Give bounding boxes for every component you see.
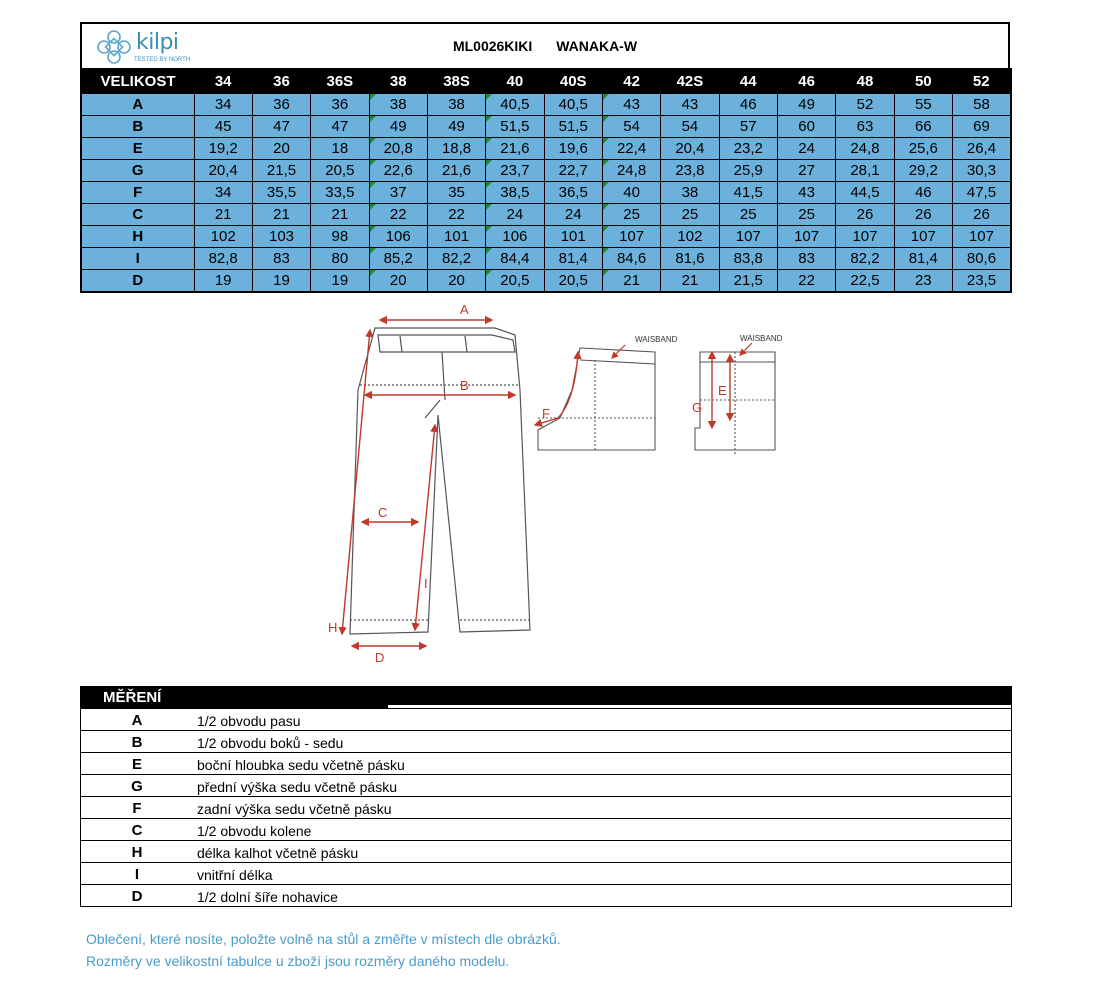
table-cell: 25,9 [719,160,777,182]
size-header-cell: 46 [777,69,835,94]
measurement-legend [80,686,1012,907]
table-cell: 66 [894,116,952,138]
table-cell: 20 [427,270,485,293]
table-cell: 20,4 [194,160,252,182]
table-cell: 107 [952,226,1011,248]
table-cell: 23,2 [719,138,777,160]
legend-title: MĚŘENÍ [103,689,162,706]
table-cell: 24 [544,204,602,226]
table-cell: 43 [777,182,835,204]
size-row-g [81,160,1011,182]
table-cell: 25 [602,204,660,226]
table-cell: 84,4 [486,248,544,270]
table-cell: 20,5 [544,270,602,293]
table-cell: 35 [427,182,485,204]
table-cell: 82,2 [427,248,485,270]
table-cell: 20,5 [486,270,544,293]
table-cell: 33,5 [311,182,369,204]
table-cell: 19,2 [194,138,252,160]
row-label: C [81,204,194,226]
legend-code: C [131,822,143,839]
measure-i-line [415,425,435,630]
table-cell: 22,4 [602,138,660,160]
legend-row [81,708,1011,730]
table-cell: 51,5 [544,116,602,138]
table-cell: 36 [311,94,369,116]
size-row-h [81,226,1011,248]
table-cell: 81,4 [894,248,952,270]
table-cell: 40 [602,182,660,204]
legend-row [81,862,1011,884]
table-cell: 98 [311,226,369,248]
table-cell: 20 [252,138,310,160]
legend-description: délka kalhot včetně pásku [197,845,359,861]
size-header-cell: 44 [719,69,777,94]
table-cell: 52 [836,94,894,116]
table-cell: 107 [836,226,894,248]
table-cell: 60 [777,116,835,138]
legend-header [81,687,1011,708]
table-cell: 21 [661,270,719,293]
size-header-cell: 38S [427,69,485,94]
legend-description: přední výška sedu včetně pásku [197,779,398,795]
size-header-cell: 50 [894,69,952,94]
table-cell: 20 [369,270,427,293]
size-row-c [81,204,1011,226]
model-code: ML0026KIKI [452,38,533,54]
label-g: G [692,400,703,415]
table-cell: 83 [252,248,310,270]
legend-code: G [131,778,143,795]
table-cell: 47 [252,116,310,138]
table-cell: 36 [252,94,310,116]
row-label: G [81,160,194,182]
table-cell: 23 [894,270,952,293]
table-cell: 35,5 [252,182,310,204]
table-cell: 106 [369,226,427,248]
table-cell: 24 [777,138,835,160]
row-label: F [81,182,194,204]
legend-row [81,796,1011,818]
size-row-b [81,116,1011,138]
table-cell: 23,5 [952,270,1011,293]
side-view-back [695,352,775,455]
label-e: E [718,383,727,398]
table-cell: 22,6 [369,160,427,182]
size-row-a [81,94,1011,116]
size-header-cell: 42S [661,69,719,94]
size-header-cell: 40S [544,69,602,94]
size-header-cell: 34 [194,69,252,94]
table-cell: 85,2 [369,248,427,270]
row-label: A [81,94,194,116]
legend-row [81,840,1011,862]
table-cell: 26 [836,204,894,226]
table-cell: 24 [486,204,544,226]
table-cell: 21 [311,204,369,226]
table-cell: 51,5 [486,116,544,138]
table-cell: 82,8 [194,248,252,270]
table-cell: 21 [602,270,660,293]
table-cell: 20,8 [369,138,427,160]
table-cell: 26 [952,204,1011,226]
table-cell: 69 [952,116,1011,138]
table-cell: 45 [194,116,252,138]
table-cell: 19 [311,270,369,293]
legend-code: D [131,888,143,905]
size-header-cell: 48 [836,69,894,94]
table-cell: 25 [719,204,777,226]
legend-row [81,752,1011,774]
pants-diagram [320,300,800,665]
table-cell: 83,8 [719,248,777,270]
table-cell: 24,8 [602,160,660,182]
table-cell: 82,2 [836,248,894,270]
table-cell: 102 [661,226,719,248]
table-cell: 18,8 [427,138,485,160]
label-i: I [424,576,428,591]
table-cell: 38 [661,182,719,204]
legend-row [81,818,1011,840]
table-cell: 102 [194,226,252,248]
table-cell: 19 [194,270,252,293]
row-label: D [81,270,194,293]
measurement-lines [342,320,515,646]
table-cell: 55 [894,94,952,116]
table-cell: 23,8 [661,160,719,182]
legend-description: 1/2 obvodu kolene [197,823,312,839]
table-cell: 22,5 [836,270,894,293]
table-cell: 38 [369,94,427,116]
table-cell: 29,2 [894,160,952,182]
size-row-e [81,138,1011,160]
table-cell: 46 [894,182,952,204]
size-row-i [81,248,1011,270]
table-cell: 24,8 [836,138,894,160]
table-cell: 21,5 [252,160,310,182]
table-cell: 27 [777,160,835,182]
table-cell: 26,4 [952,138,1011,160]
legend-description: boční hloubka sedu včetně pásku [197,757,405,773]
legend-description: zadní výška sedu včetně pásku [197,801,392,817]
legend-code: F [132,800,142,817]
legend-code: I [134,866,140,883]
size-header-row [81,69,1011,94]
table-cell: 21 [194,204,252,226]
table-cell: 20,4 [661,138,719,160]
side-view-front [538,348,655,450]
legend-description: 1/2 obvodu pasu [197,713,301,729]
table-cell: 19 [252,270,310,293]
table-cell: 40,5 [486,94,544,116]
table-cell: 30,3 [952,160,1011,182]
label-c: C [378,505,388,520]
table-cell: 36,5 [544,182,602,204]
table-cell: 101 [427,226,485,248]
row-label: E [81,138,194,160]
label-d: D [375,650,385,665]
table-cell: 80,6 [952,248,1011,270]
size-header-cell: 40 [486,69,544,94]
table-cell: 28,1 [836,160,894,182]
legend-code: B [131,734,143,751]
table-cell: 23,7 [486,160,544,182]
table-cell: 21,6 [427,160,485,182]
size-row-d [81,270,1011,293]
label-h: H [328,620,338,635]
chart-header [80,22,1010,68]
table-cell: 54 [661,116,719,138]
table-cell: 58 [952,94,1011,116]
table-cell: 21 [252,204,310,226]
table-cell: 107 [602,226,660,248]
model-name: WANAKA-W [556,38,638,54]
legend-description: 1/2 obvodu boků - sedu [197,735,344,751]
table-cell: 38 [427,94,485,116]
note-line-2: Rozměry ve velikostní tabulce u zboží jsou rozměry daného modelu. [86,953,510,969]
size-header-cell: 52 [952,69,1011,94]
table-cell: 49 [369,116,427,138]
legend-code: A [131,712,143,729]
legend-code: E [131,756,142,773]
table-cell: 22 [369,204,427,226]
table-cell: 21,6 [486,138,544,160]
waistband-label-2: WAISBAND [740,334,783,343]
size-header-cell: 38 [369,69,427,94]
brand-name: kilpi [136,30,179,55]
table-cell: 21,5 [719,270,777,293]
table-cell: 47 [311,116,369,138]
legend-description: vnitřní délka [197,867,273,883]
table-cell: 107 [894,226,952,248]
waistband-label-1: WAISBAND [635,335,678,344]
table-cell: 34 [194,182,252,204]
table-cell: 26 [894,204,952,226]
legend-rows [81,708,1011,906]
table-cell: 22 [777,270,835,293]
table-cell: 83 [777,248,835,270]
size-header-cell: 36 [252,69,310,94]
row-label: B [81,116,194,138]
table-cell: 103 [252,226,310,248]
table-cell: 44,5 [836,182,894,204]
table-cell: 43 [661,94,719,116]
table-cell: 22,7 [544,160,602,182]
row-label: I [81,248,194,270]
table-cell: 49 [777,94,835,116]
table-cell: 107 [777,226,835,248]
table-cell: 25 [777,204,835,226]
size-header-cell: 36S [311,69,369,94]
table-cell: 81,6 [661,248,719,270]
table-cell: 43 [602,94,660,116]
legend-code: H [131,844,143,861]
table-cell: 46 [719,94,777,116]
table-cell: 20,5 [311,160,369,182]
size-corner-label: VELIKOST [81,69,194,94]
legend-row [81,774,1011,796]
table-cell: 81,4 [544,248,602,270]
size-table [80,68,1012,293]
table-cell: 80 [311,248,369,270]
table-cell: 41,5 [719,182,777,204]
table-cell: 19,6 [544,138,602,160]
table-cell: 107 [719,226,777,248]
legend-description: 1/2 dolní šíře nohavice [197,889,338,905]
table-cell: 37 [369,182,427,204]
table-cell: 22 [427,204,485,226]
table-cell: 106 [486,226,544,248]
table-cell: 57 [719,116,777,138]
table-cell: 47,5 [952,182,1011,204]
label-f: F [542,406,550,421]
table-cell: 63 [836,116,894,138]
table-cell: 101 [544,226,602,248]
table-cell: 40,5 [544,94,602,116]
size-header-cell: 42 [602,69,660,94]
brand-tagline: TESTED BY NORTH [134,57,191,63]
table-cell: 54 [602,116,660,138]
label-b: B [460,378,469,393]
legend-row [81,884,1011,906]
note-line-1: Oblečení, které nosíte, položte volně na stůl a změřte v místech dle obrázků. [86,931,561,947]
table-cell: 84,6 [602,248,660,270]
measure-h-line [342,330,370,634]
table-cell: 49 [427,116,485,138]
table-cell: 38,5 [486,182,544,204]
label-a: A [460,302,469,317]
size-table-body [81,94,1011,293]
page-title [82,38,1008,54]
pants-outline [350,328,530,634]
table-cell: 34 [194,94,252,116]
table-cell: 18 [311,138,369,160]
size-row-f [81,182,1011,204]
row-label: H [81,226,194,248]
legend-row [81,730,1011,752]
table-cell: 25,6 [894,138,952,160]
table-cell: 25 [661,204,719,226]
